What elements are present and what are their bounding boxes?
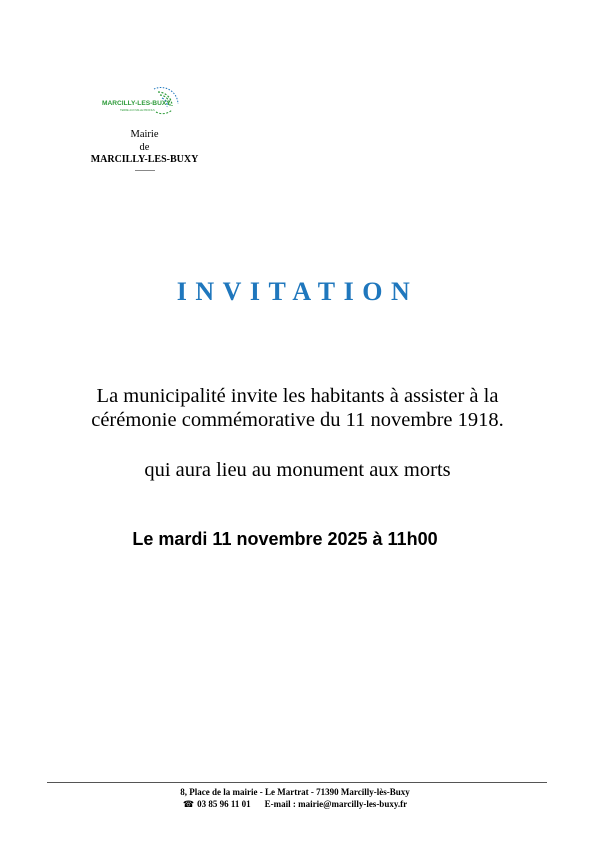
footer-address: 8, Place de la mairie - Le Martrat - 71390 Marcilly-lès-Buxy xyxy=(180,787,410,797)
paragraph-line-1: La municipalité invite les habitants à assister à la xyxy=(96,385,499,407)
footer-phone: 03 85 96 11 01 xyxy=(197,799,251,809)
event-date: Le mardi 11 novembre 2025 à 11h00 xyxy=(132,529,438,549)
location-paragraph: qui aura lieu au monument aux morts xyxy=(144,459,451,481)
mairie-block xyxy=(72,129,217,171)
footer-email: E-mail : mairie@marcilly-les-buxy.fr xyxy=(264,799,408,809)
logo-text: MARCILLY-LES-BUXY xyxy=(102,100,171,107)
header-divider xyxy=(135,170,155,171)
invitation-title: INVITATION xyxy=(176,277,419,306)
mairie-label: Mairie xyxy=(130,129,159,140)
logo-subtext: TERRE AUX MILLE PROFILS xyxy=(120,109,155,112)
telephone-icon: ☎ xyxy=(182,799,195,809)
paragraph-line-2: cérémonie commémorative du 11 novembre 1918. xyxy=(91,409,504,431)
de-label: de xyxy=(139,141,150,153)
invitation-paragraph xyxy=(30,384,565,432)
town-name: MARCILLY-LES-BUXY xyxy=(90,154,199,165)
footer xyxy=(0,786,590,810)
town-logo xyxy=(100,86,184,120)
footer-divider xyxy=(47,782,547,783)
town-logo-graphic xyxy=(100,86,184,120)
footer-contact xyxy=(0,798,590,810)
